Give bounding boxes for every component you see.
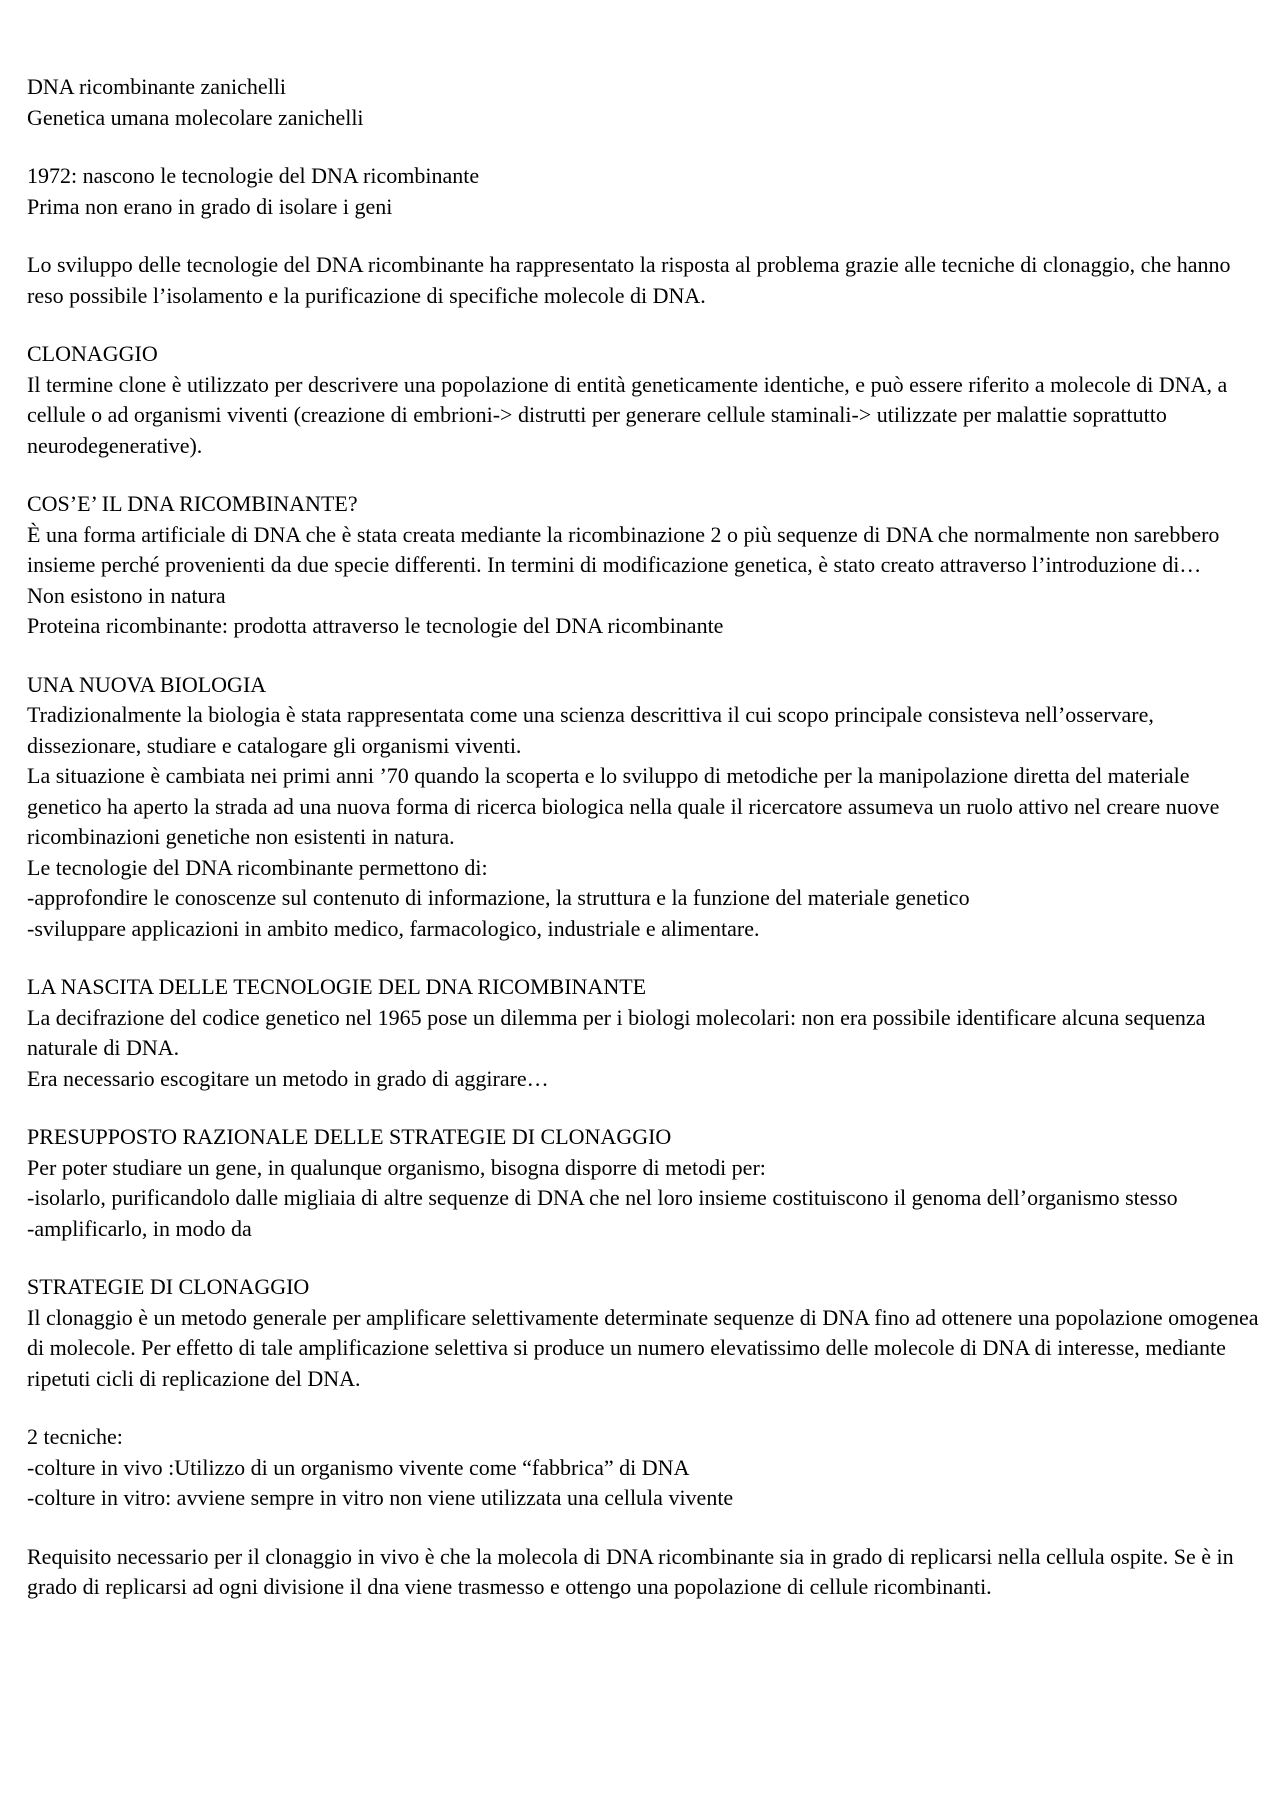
section-text: Per poter studiare un gene, in qualunque organismo, bisogna disporre di metodi per:	[27, 1154, 766, 1180]
section-text: Requisito necessario per il clonaggio in vivo è che la molecola di DNA ricombinante sia in grado di replicarsi nella cellula ospite. Se è in grado di replicarsi ad ogni divisione il dna viene trasmesso e ottengo una popolazione di cellule ricombinanti.	[27, 1543, 1240, 1599]
section-text: Il clonaggio è un metodo generale per amplificare selettivamente determinate sequenze di DNA fino ad ottenere una popolazione omogenea di molecole. Per effetto di tale amplificazione selettiva si produce un numero elevatissimo delle molecole di DNA di interesse, mediante ripetuti cicli di replicazione del DNA.	[27, 1304, 1265, 1391]
intro-text: Lo sviluppo delle tecnologie del DNA ricombinante ha rappresentato la risposta al problema grazie alle tecniche di clonaggio, che hanno reso possibile l’isolamento e la purificazione di specifiche molecole di DNA.	[27, 252, 1236, 308]
requisito-paragraph	[27, 1542, 1267, 1603]
section-heading: UNA NUOVA BIOLOGIA	[27, 671, 267, 697]
section-text: Era necessario escogitare un metodo in grado di aggirare…	[27, 1065, 549, 1091]
list-item: -colture in vivo :Utilizzo di un organismo vivente come “fabbrica” di DNA	[27, 1454, 690, 1480]
reference-line: DNA ricombinante zanichelli	[27, 74, 287, 99]
section-nuova-biologia	[27, 670, 1267, 945]
list-item: -colture in vitro: avviene sempre in vitro non viene utilizzata una cellula vivente	[27, 1485, 734, 1510]
history-line: 1972: nascono le tecnologie del DNA ricombinante	[27, 163, 480, 188]
section-heading: STRATEGIE DI CLONAGGIO	[27, 1274, 310, 1299]
section-nascita	[27, 972, 1267, 1094]
list-item: -isolarlo, purificandolo dalle migliaia di altre sequenze di DNA che nel loro insieme costituiscono il genoma dell’organismo stesso	[27, 1185, 1178, 1210]
reference-line: Genetica umana molecolare zanichelli	[27, 104, 364, 130]
section-text: Le tecnologie del DNA ricombinante permettono di:	[27, 854, 488, 880]
section-clonaggio	[27, 339, 1267, 461]
section-presupposto	[27, 1122, 1267, 1244]
document-page	[27, 72, 1267, 1631]
section-heading: COS’E’ IL DNA RICOMBINANTE?	[27, 491, 358, 516]
section-heading: PRESUPPOSTO RAZIONALE DELLE STRATEGIE DI CLONAGGIO	[27, 1124, 672, 1149]
section-text: È una forma artificiale di DNA che è stata creata mediante la ricombinazione 2 o più sequenze di DNA che normalmente non sarebbero insieme perché provenienti da due specie differenti. In termini di modificazione genetica, è stato creato attraverso l’introduzione di…	[27, 521, 1225, 577]
section-text: La decifrazione del codice genetico nel 1965 pose un dilemma per i biologi molecolari: non era possibile identificare alcuna sequenza naturale di DNA.	[27, 1004, 1211, 1060]
section-heading: CLONAGGIO	[27, 341, 158, 366]
section-text: Proteina ricombinante: prodotta attraverso le tecnologie del DNA ricombinante	[27, 613, 724, 638]
intro-paragraph	[27, 250, 1267, 311]
section-text: Il termine clone è utilizzato per descrivere una popolazione di entità geneticamente identiche, e può essere riferito a molecole di DNA, a cellule o ad organismi viventi (creazione di embrioni-> distrutti per generare cellule staminali-> utilizzate per malattie soprattutto neurodegenerative).	[27, 371, 1233, 458]
section-strategie	[27, 1272, 1267, 1394]
section-text: Non esistono in natura	[27, 582, 226, 608]
section-text: 2 tecniche:	[27, 1424, 123, 1449]
references-block	[27, 72, 1267, 133]
section-dna-ricombinante	[27, 489, 1267, 642]
section-text: La situazione è cambiata nei primi anni ’70 quando la scoperta e lo sviluppo di metodiche per la manipolazione diretta del materiale genetico ha aperto la strada ad una nuova forma di ricerca biologica nella quale il ricercatore assumeva un ruolo attivo nel creare nuove ricombinazioni genetiche non esistenti in natura.	[27, 763, 1225, 849]
list-item: -amplificarlo, in modo da	[27, 1215, 252, 1241]
list-item: -sviluppare applicazioni in ambito medico, farmacologico, industriale e alimentare.	[27, 915, 760, 941]
list-item: -approfondire le conoscenze sul contenuto di informazione, la struttura e la funzione del materiale genetico	[27, 885, 970, 910]
history-block	[27, 161, 1267, 222]
techniques-block	[27, 1422, 1267, 1514]
section-text: Tradizionalmente la biologia è stata rappresentata come una scienza descrittiva il cui scopo principale consisteva nell’osservare, dissezionare, studiare e catalogare gli organismi viventi.	[27, 702, 1160, 758]
section-heading: LA NASCITA DELLE TECNOLOGIE DEL DNA RICOMBINANTE	[27, 974, 647, 999]
history-line: Prima non erano in grado di isolare i geni	[27, 193, 393, 219]
